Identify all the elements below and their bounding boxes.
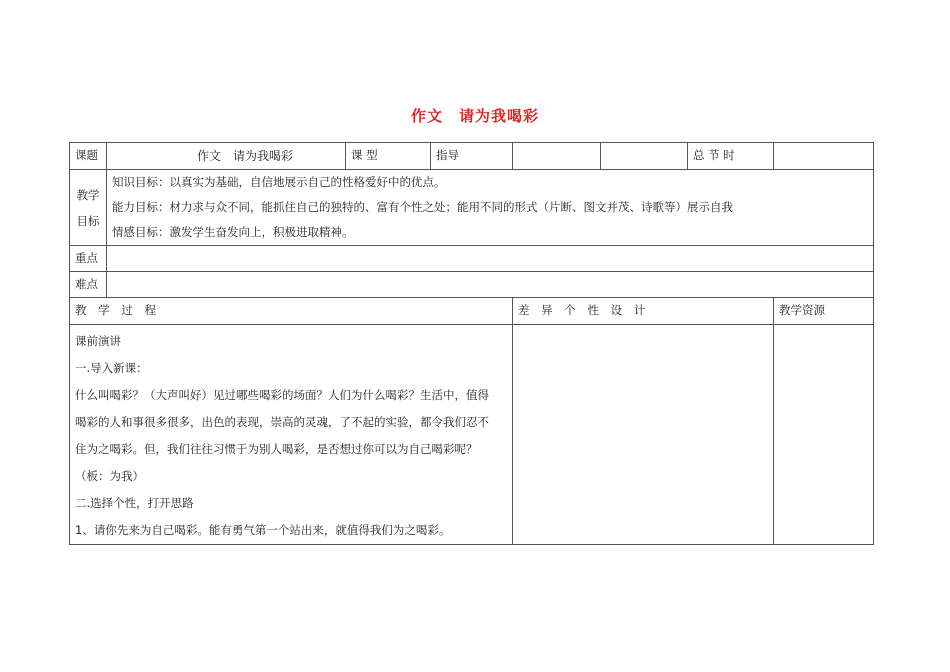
difficulty-label: 难点 <box>70 272 107 298</box>
key-point-row <box>70 246 874 272</box>
lesson-line: 什么叫喝彩？（大声叫好）见过哪些喝彩的场面？人们为什么喝彩？生活中，值得 <box>75 388 489 402</box>
resources-header: 教学资源 <box>774 298 874 325</box>
lesson-line: 二.选择个性，打开思路 <box>75 496 194 510</box>
goals-content <box>107 170 874 246</box>
goals-row <box>70 170 874 246</box>
resources-cell <box>774 325 874 545</box>
lesson-line: 一.导入新课： <box>75 361 148 375</box>
goal-knowledge: 知识目标：以真实为基础，自信地展示自己的性格爱好中的优点。 <box>112 175 446 189</box>
total-label: 总 节 时 <box>688 143 774 170</box>
goals-label-line2: 目标 <box>76 213 100 228</box>
extra-value-cell <box>601 143 688 170</box>
difficulty-value <box>107 272 874 298</box>
lesson-line: （板：为我） <box>75 469 144 483</box>
guide-value-cell <box>513 143 601 170</box>
type-label: 课 型 <box>346 143 431 170</box>
process-header-row <box>70 298 874 325</box>
topic-label: 课题 <box>70 143 107 170</box>
header-row <box>70 143 874 170</box>
design-cell <box>513 325 774 545</box>
lesson-process <box>70 325 513 545</box>
lesson-line: 1、请你先来为自己喝彩。能有勇气第一个站出来，就值得我们为之喝彩。 <box>75 523 451 537</box>
key-point-label: 重点 <box>70 246 107 272</box>
lesson-row <box>70 325 874 545</box>
topic-value: 作文 请为我喝彩 <box>107 143 346 170</box>
difficulty-row <box>70 272 874 298</box>
goals-label <box>70 170 107 246</box>
key-point-value <box>107 246 874 272</box>
total-value-cell <box>774 143 874 170</box>
lesson-line: 课前演讲 <box>75 334 121 348</box>
lesson-line: 住为之喝彩。但，我们往往习惯于为别人喝彩，是否想过你可以为自己喝彩呢？ <box>75 442 478 456</box>
lesson-line: 喝彩的人和事很多很多，出色的表现，崇高的灵魂，了不起的实验，都令我们忍不 <box>75 415 489 429</box>
process-header: 教 学 过 程 <box>70 298 513 325</box>
goal-ability: 能力目标：材力求与众不同，能抓住自己的独特的、富有个性之处；能用不同的形式（片断、图文并茂、诗歌等）展示自我 <box>112 200 733 214</box>
lesson-plan-table <box>69 142 874 545</box>
goal-emotion: 情感目标：激发学生奋发向上，积极进取精神。 <box>112 225 354 239</box>
design-header: 差 异 个 性 设 计 <box>513 298 774 325</box>
goals-label-line1: 教学 <box>76 187 100 202</box>
guide-label: 指导 <box>431 143 513 170</box>
page-title: 作文 请为我喝彩 <box>410 107 539 125</box>
